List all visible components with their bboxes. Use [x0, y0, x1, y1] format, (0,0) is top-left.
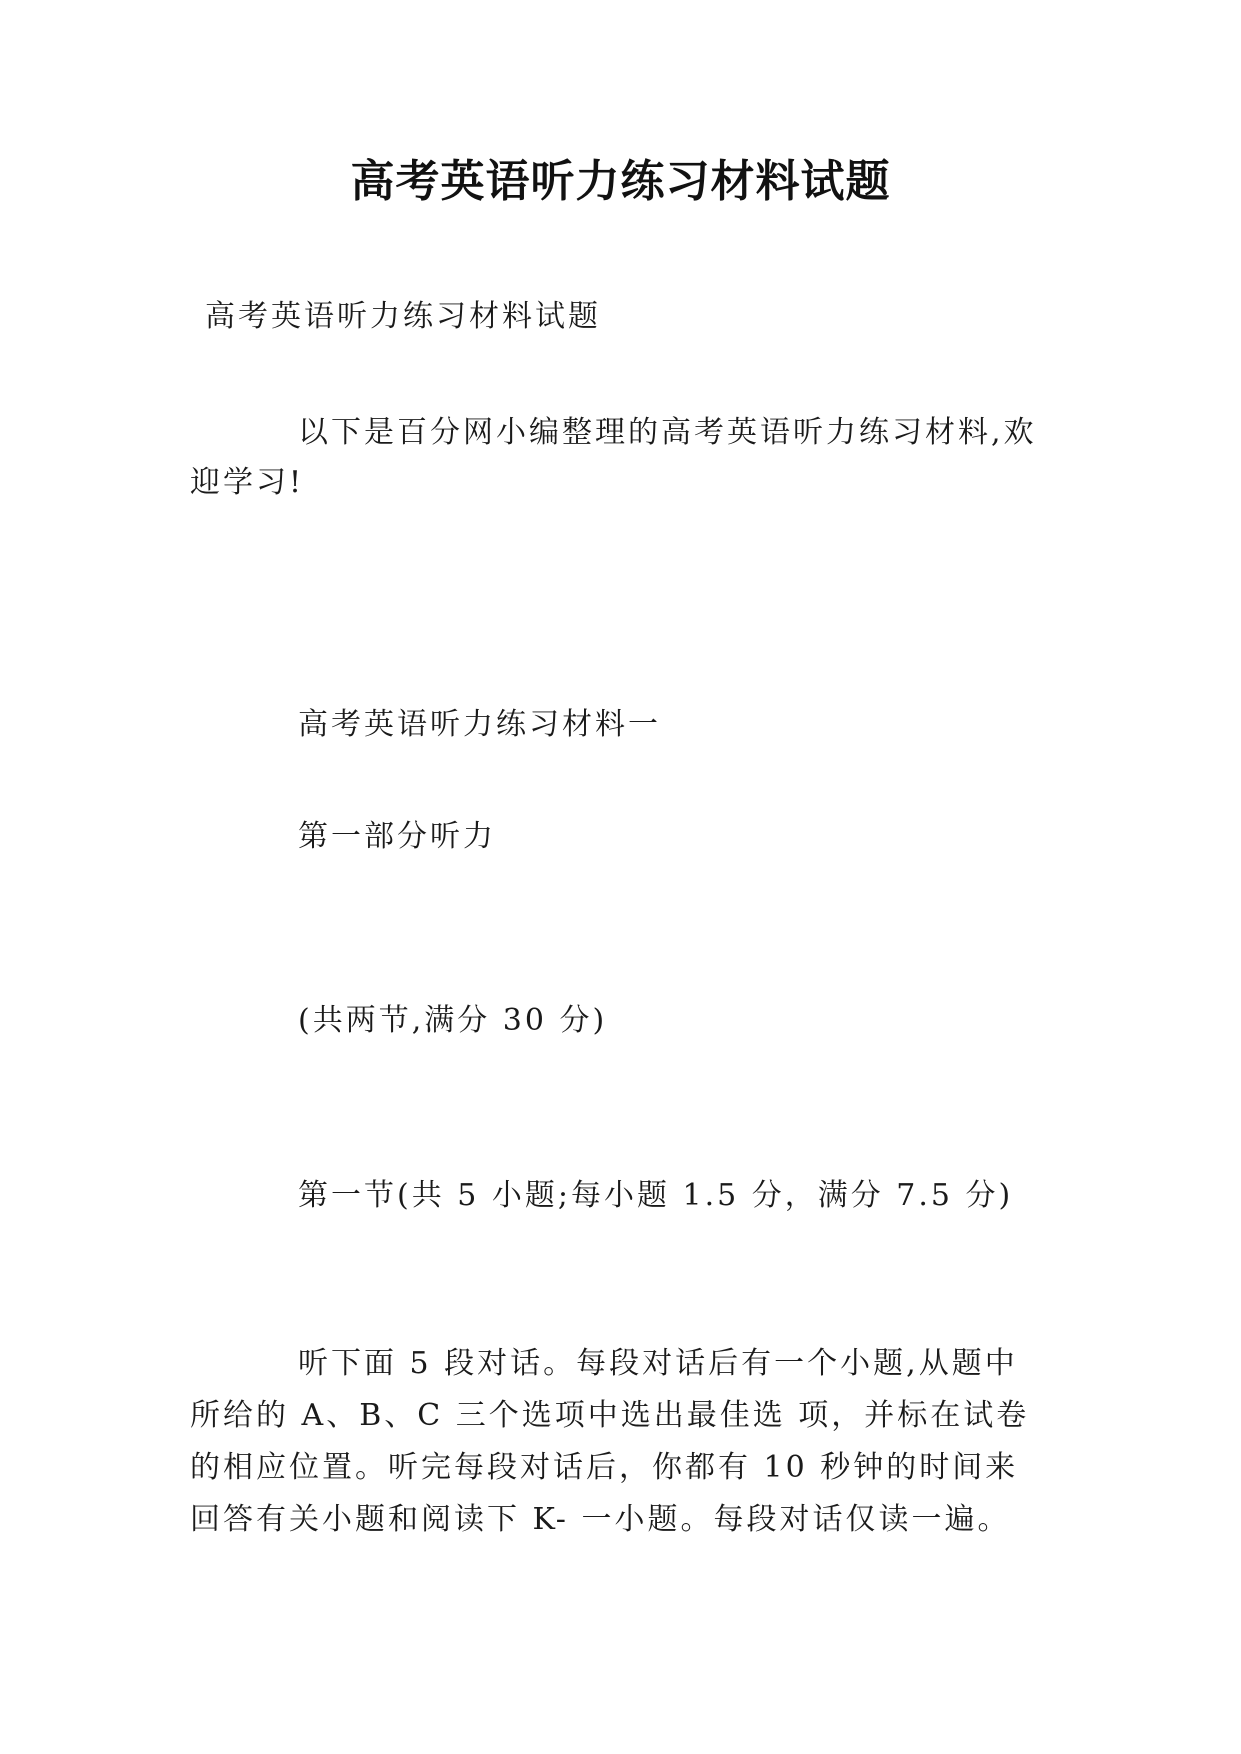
instructions-paragraph: 听下面 5 段对话。每段对话后有一个小题,从题中所给的 A、B、C 三个选项中选出最佳选 项，并标在试卷的相应位置。听完每段对话后，你都有 10 秒钟的时间来回答有关小题和阅读下 K- 一小题。每段对话仅读一遍。: [190, 1346, 1030, 1537]
intro-paragraph: 以下是百分网小编整理的高考英语听力练习材料,欢迎学习!: [190, 415, 1037, 500]
material-heading: 高考英语听力练习材料一: [298, 707, 661, 742]
part-heading: 第一部分听力: [298, 819, 496, 854]
part-score-note: (共两节,满分 30 分): [298, 1003, 608, 1038]
document-title: 高考英语听力练习材料试题: [350, 156, 891, 207]
document-subtitle: 高考英语听力练习材料试题: [205, 299, 601, 334]
section-heading: 第一节(共 5 小题;每小题 1.5 分，满分 7.5 分): [298, 1178, 1014, 1213]
